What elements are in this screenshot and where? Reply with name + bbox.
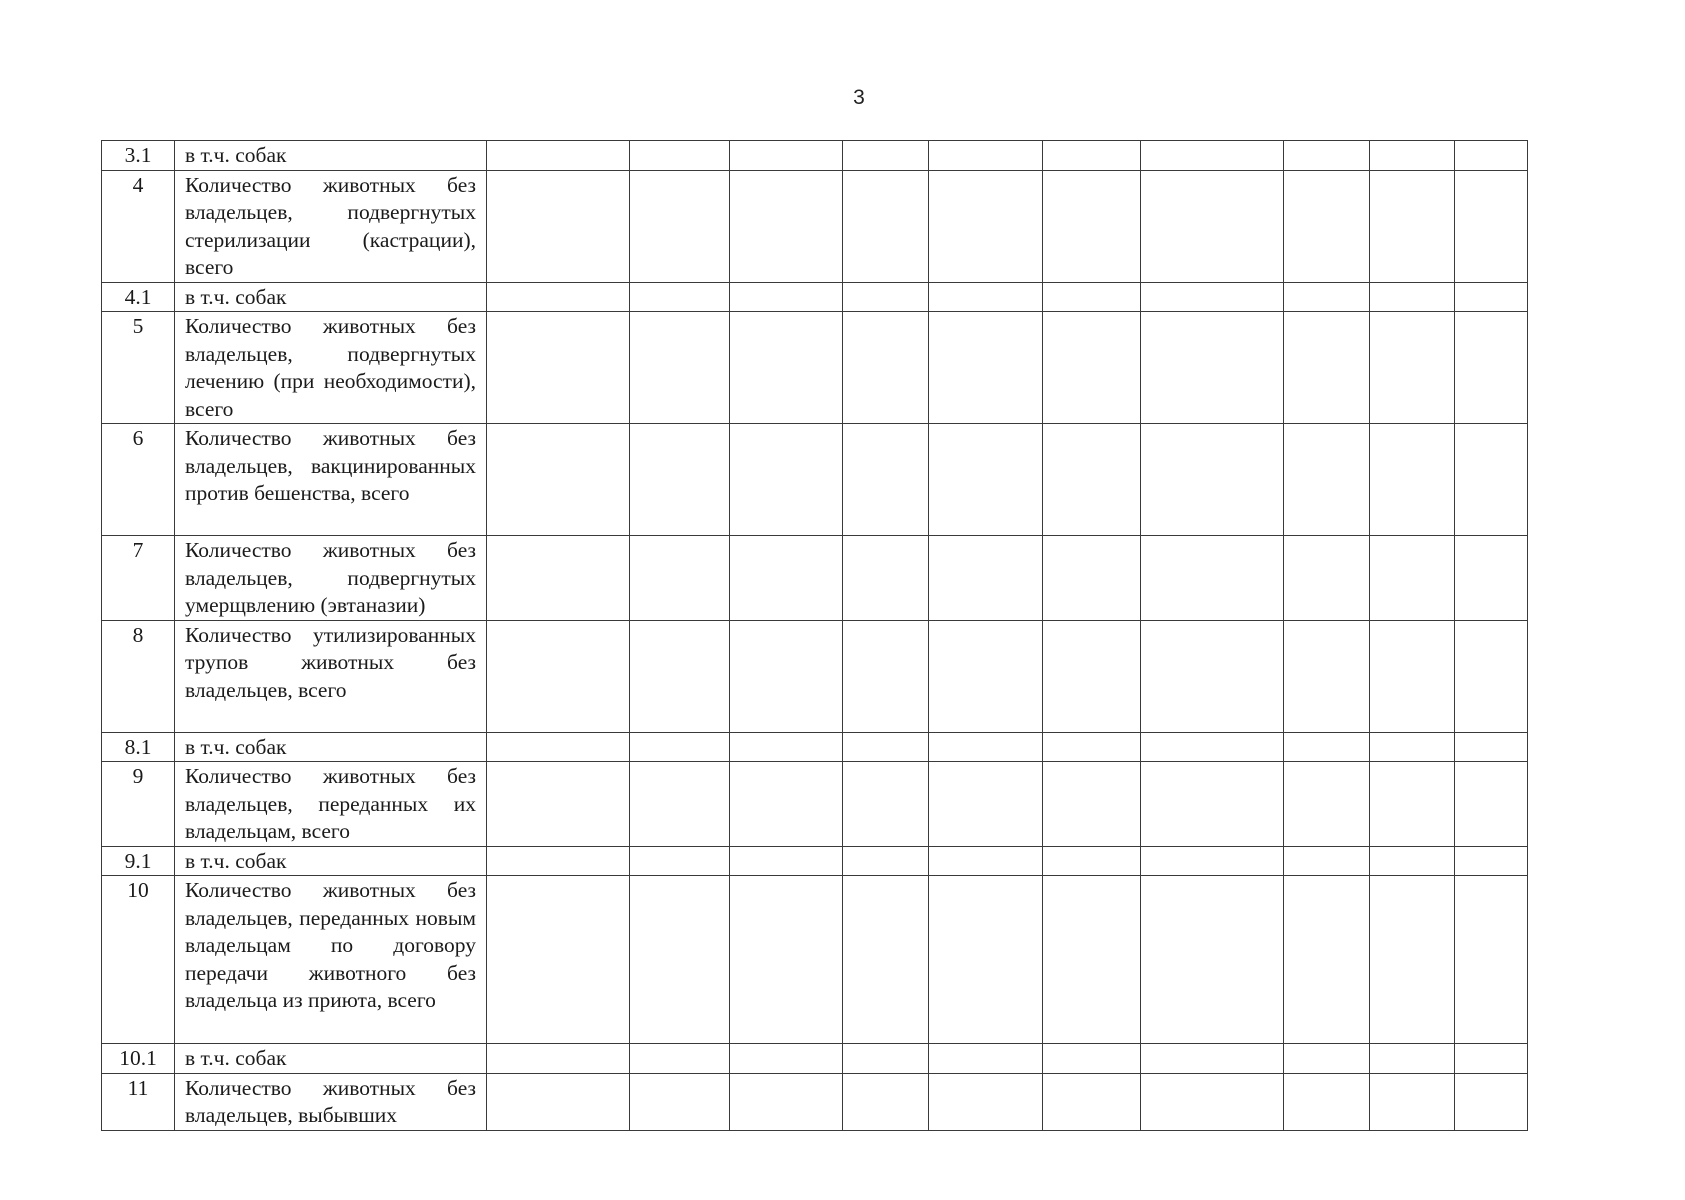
value-cell — [1043, 846, 1141, 876]
value-cell — [1370, 732, 1455, 762]
value-cell — [843, 312, 929, 424]
value-cell — [487, 620, 630, 732]
row-number: 8.1 — [102, 732, 175, 762]
value-cell — [929, 732, 1043, 762]
value-cell — [630, 1044, 730, 1074]
row-label: в т.ч. собак — [175, 846, 487, 876]
row-number: 9.1 — [102, 846, 175, 876]
table-row — [102, 846, 1642, 876]
row-number: 5 — [102, 312, 175, 424]
table-row — [102, 312, 1642, 424]
value-cell — [630, 732, 730, 762]
value-cell — [929, 846, 1043, 876]
value-cell — [843, 424, 929, 536]
table-row — [102, 876, 1642, 1044]
value-cell — [1455, 170, 1528, 282]
value-cell — [843, 620, 929, 732]
value-cell — [730, 312, 843, 424]
value-cell — [730, 732, 843, 762]
table-row — [102, 762, 1642, 847]
value-cell — [1284, 536, 1370, 621]
value-cell — [1455, 536, 1528, 621]
value-cell — [1141, 141, 1284, 171]
value-cell — [630, 536, 730, 621]
value-cell — [929, 620, 1043, 732]
value-cell — [487, 762, 630, 847]
value-cell — [1043, 536, 1141, 621]
table-row — [102, 620, 1642, 732]
value-cell — [1370, 846, 1455, 876]
value-cell — [1043, 312, 1141, 424]
value-cell — [1284, 732, 1370, 762]
value-cell — [630, 762, 730, 847]
row-label: Количество утилизированных трупов животных без владельцев, всего — [175, 620, 487, 732]
value-cell — [1141, 732, 1284, 762]
value-cell — [1284, 282, 1370, 312]
value-cell — [630, 170, 730, 282]
value-cell — [929, 536, 1043, 621]
value-cell — [1284, 762, 1370, 847]
value-cell — [843, 282, 929, 312]
value-cell — [1370, 141, 1455, 171]
value-cell — [1284, 620, 1370, 732]
report-table — [101, 140, 1642, 1131]
value-cell — [1370, 762, 1455, 847]
row-number: 10.1 — [102, 1044, 175, 1074]
value-cell — [843, 141, 929, 171]
value-cell — [1370, 312, 1455, 424]
value-cell — [929, 762, 1043, 847]
value-cell — [730, 1073, 843, 1130]
value-cell — [929, 1044, 1043, 1074]
table-row — [102, 282, 1642, 312]
value-cell — [843, 170, 929, 282]
value-cell — [487, 1073, 630, 1130]
row-label: Количество животных без владельцев, подвергнутых стерилизации (кастрации), всего — [175, 170, 487, 282]
value-cell — [1043, 1073, 1141, 1130]
value-cell — [487, 846, 630, 876]
value-cell — [487, 732, 630, 762]
value-cell — [630, 141, 730, 171]
value-cell — [1284, 876, 1370, 1044]
value-cell — [929, 424, 1043, 536]
value-cell — [1455, 141, 1528, 171]
table-row — [102, 170, 1642, 282]
value-cell — [1141, 762, 1284, 847]
value-cell — [730, 762, 843, 847]
row-label: в т.ч. собак — [175, 732, 487, 762]
row-number: 4 — [102, 170, 175, 282]
value-cell — [1141, 1044, 1284, 1074]
row-label: Количество животных без владельцев, переданных новым владельцам по договору передачи животного без владельца из приюта, всего — [175, 876, 487, 1044]
value-cell — [1043, 282, 1141, 312]
value-cell — [630, 846, 730, 876]
value-cell — [843, 846, 929, 876]
value-cell — [1141, 846, 1284, 876]
row-label: Количество животных без владельцев, вакцинированных против бешенства, всего — [175, 424, 487, 536]
value-cell — [843, 876, 929, 1044]
row-number: 11 — [102, 1073, 175, 1130]
value-cell — [730, 846, 843, 876]
row-number: 3.1 — [102, 141, 175, 171]
value-cell — [730, 536, 843, 621]
table-row — [102, 1044, 1642, 1074]
value-cell — [1455, 424, 1528, 536]
value-cell — [1141, 620, 1284, 732]
value-cell — [1043, 1044, 1141, 1074]
value-cell — [1370, 536, 1455, 621]
value-cell — [1043, 620, 1141, 732]
row-label: Количество животных без владельцев, подвергнутых умерщвлению (эвтаназии) — [175, 536, 487, 621]
value-cell — [1043, 762, 1141, 847]
value-cell — [843, 762, 929, 847]
value-cell — [730, 876, 843, 1044]
value-cell — [1043, 424, 1141, 536]
table-row — [102, 1073, 1642, 1130]
row-number: 10 — [102, 876, 175, 1044]
value-cell — [1043, 732, 1141, 762]
value-cell — [1455, 846, 1528, 876]
value-cell — [630, 424, 730, 536]
value-cell — [1455, 620, 1528, 732]
value-cell — [929, 170, 1043, 282]
value-cell — [929, 141, 1043, 171]
value-cell — [1284, 312, 1370, 424]
value-cell — [487, 282, 630, 312]
value-cell — [1284, 170, 1370, 282]
value-cell — [1284, 141, 1370, 171]
row-number: 8 — [102, 620, 175, 732]
value-cell — [630, 282, 730, 312]
value-cell — [1141, 1073, 1284, 1130]
value-cell — [1455, 1044, 1528, 1074]
value-cell — [730, 282, 843, 312]
value-cell — [843, 1044, 929, 1074]
value-cell — [487, 1044, 630, 1074]
value-cell — [487, 141, 630, 171]
value-cell — [929, 282, 1043, 312]
page-number: 3 — [853, 86, 865, 109]
value-cell — [730, 424, 843, 536]
value-cell — [1455, 1073, 1528, 1130]
value-cell — [1455, 282, 1528, 312]
value-cell — [730, 620, 843, 732]
table-row — [102, 141, 1642, 171]
value-cell — [929, 876, 1043, 1044]
value-cell — [929, 1073, 1043, 1130]
value-cell — [1141, 876, 1284, 1044]
value-cell — [730, 170, 843, 282]
value-cell — [1284, 424, 1370, 536]
value-cell — [843, 536, 929, 621]
value-cell — [1370, 1073, 1455, 1130]
value-cell — [1141, 282, 1284, 312]
value-cell — [487, 536, 630, 621]
value-cell — [1141, 312, 1284, 424]
value-cell — [630, 1073, 730, 1130]
value-cell — [630, 620, 730, 732]
row-number: 9 — [102, 762, 175, 847]
value-cell — [1284, 1073, 1370, 1130]
value-cell — [843, 732, 929, 762]
value-cell — [1455, 876, 1528, 1044]
value-cell — [1043, 141, 1141, 171]
row-label: в т.ч. собак — [175, 282, 487, 312]
value-cell — [730, 1044, 843, 1074]
row-label: Количество животных без владельцев, переданных их владельцам, всего — [175, 762, 487, 847]
value-cell — [630, 312, 730, 424]
value-cell — [1455, 732, 1528, 762]
value-cell — [1284, 1044, 1370, 1074]
value-cell — [630, 876, 730, 1044]
value-cell — [1455, 312, 1528, 424]
value-cell — [487, 170, 630, 282]
value-cell — [1141, 536, 1284, 621]
value-cell — [487, 876, 630, 1044]
value-cell — [1370, 282, 1455, 312]
value-cell — [1043, 170, 1141, 282]
row-label: в т.ч. собак — [175, 1044, 487, 1074]
value-cell — [487, 424, 630, 536]
value-cell — [1370, 170, 1455, 282]
value-cell — [1455, 762, 1528, 847]
value-cell — [1370, 1044, 1455, 1074]
value-cell — [1370, 424, 1455, 536]
row-label: Количество животных без владельцев, выбывших — [175, 1073, 487, 1130]
value-cell — [1141, 424, 1284, 536]
value-cell — [929, 312, 1043, 424]
row-number: 6 — [102, 424, 175, 536]
value-cell — [1370, 876, 1455, 1044]
table-row — [102, 536, 1642, 621]
value-cell — [843, 1073, 929, 1130]
row-label: в т.ч. собак — [175, 141, 487, 171]
value-cell — [487, 312, 630, 424]
value-cell — [1141, 170, 1284, 282]
table-row — [102, 424, 1642, 536]
row-label: Количество животных без владельцев, подвергнутых лечению (при необходимости), всего — [175, 312, 487, 424]
value-cell — [1284, 846, 1370, 876]
table-body — [102, 141, 1642, 1131]
table-row — [102, 732, 1642, 762]
row-number: 4.1 — [102, 282, 175, 312]
value-cell — [1043, 876, 1141, 1044]
value-cell — [730, 141, 843, 171]
row-number: 7 — [102, 536, 175, 621]
value-cell — [1370, 620, 1455, 732]
